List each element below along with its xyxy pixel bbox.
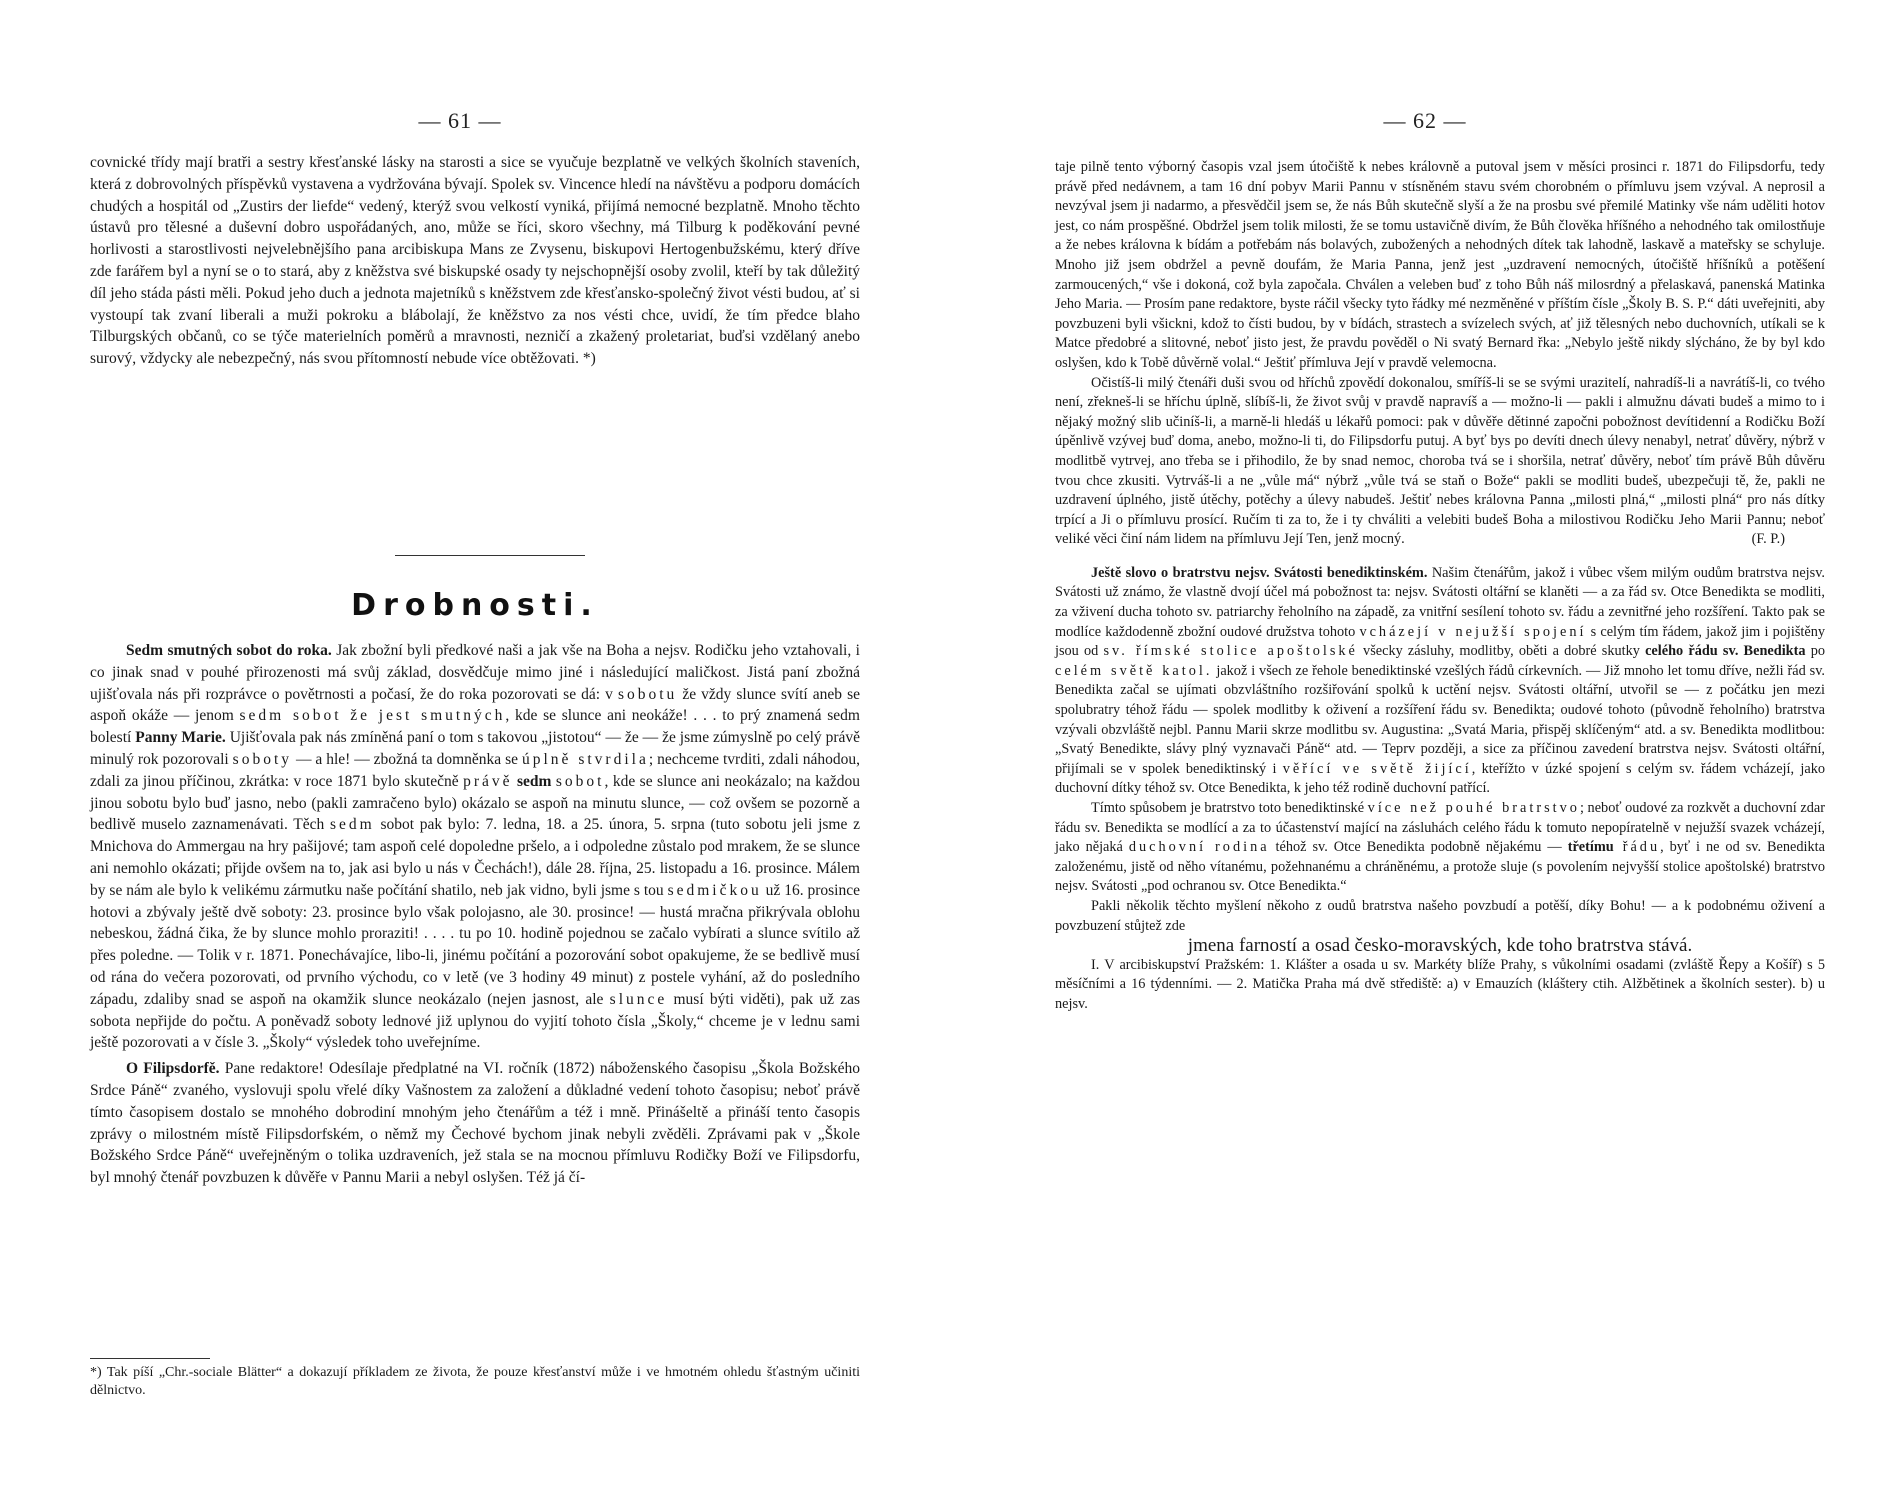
text-run: ; nechceme tvrditi, zdali náhodou, zdali za jinou příčinou, zkrátka: v roce 1871 bylo skutečně xyxy=(90,750,860,790)
spaced-text: duchovní rodina xyxy=(1128,839,1270,856)
text-run: téhož sv. Otce Benedikta podobně nějakému — xyxy=(1269,839,1568,856)
paragraph-filipsdorf xyxy=(90,1058,860,1189)
bold-text: třetímu xyxy=(1567,839,1614,856)
signature: (F. P.) xyxy=(1751,531,1785,548)
right-page xyxy=(1025,0,1825,1500)
paragraph: covnické třídy mají bratři a sestry křesťanské lásky na starosti a sice se vyučuje bezplatně ve velkých školních staveních, která z dobrovolných příspěvků vystavena a vydržována bývají. Spolek sv. Vincence hledí na návštěvu a podporu domácích chudých a hospitál od „Zustirs der liefde“ vedený, kterýž svou velkostí vyniká, přijímá nemocné bezplatně. Mnoho těchto ústavů pro tělesné a duševní dobro uspořádaných, ano, může se říci, skoro všechny, má Tilburg k poděkování pevné horlivosti a starostlivosti nejvelebnějšího pana arcibiskupa Mans ze Zvysenu, biskupovi Hertogenbužskému, který dříve zde farářem byl a nyní se o to stará, aby z kněžstva své biskupské osady ty nejschopnější osoby zvolil, kteří by tak důležitý díl jeho stáda pásti měli. Pokud jeho duch a jednota majetníků s kněžstvem zde křesťansko-společný život vésti budou, ať si vystoupí tak zvaní liberali a muži pokroku a blábolají, že kněžstvo za nos vésti chce, uvidí, že tím předce blaho Tilburgských občanů, co se týče materielních poměrů a mravnosti, nezničí a zkažený proletariat, buďsi vzdělaný anebo surový, vždycky ale nebezpečný, nás svou přítomností nebude více obtěžovati. *) xyxy=(90,154,860,368)
text-run: všecky zásluhy, modlitby, oběti a dobré skutky xyxy=(1357,643,1646,660)
text-run: jakož i všech ze řehole benediktinské vzešlých řádů církevních. — Již mnoho let tomu dříve, nežli řád sv. Benedikta začal se ujímati obzvláštního rozšiřování spolků k uctění nejsv. Svátosti oltářní, utvořil se — z počátku jen mezi spolubratry téhož řádu — spolek modlitby k oživení a rozšíření řádu sv. Benedikta; oudové tohoto (původně řeholního) bratrstva vzývali obzvláště nejbl. Pannu Marii skrze modlitbu sv. Augustina: „Svatá Maria, přispěj sklíčeným“ atd. a sv. Benedikta modlitbou: „Svatý Benedikte, slávy plný vyznavači Páně“ atd. — Teprv později, a sice za příčinou zavedení bratrstva nejsv. Svátosti oltářní, přijímali se v spolek benediktinský i xyxy=(1055,662,1825,777)
text-run: ; neboť oudové za rozkvět a duchovní zdar řádu sv. Benedikta se modlící a za to účastenství mající na zásluhách celého řádu k tomuto nepopíratelně v nejužší svazek vcházejí, jako nějaká xyxy=(1055,800,1825,856)
text-run: že vždy slunce svítí aneb se aspoň okáže — jenom xyxy=(90,685,860,725)
spaced-text: řádu xyxy=(1613,839,1661,856)
footnote: *) Tak píší „Chr.-sociale Blätter“ a dokazují příkladem ze života, že pouze křesťanství může i ve hmotném ohledu šťastným učiniti dělnictvo. xyxy=(90,1365,860,1398)
paragraph-heading: Sedm smutných sobot do roka. xyxy=(126,642,332,659)
spaced-text: úplně stvrdila xyxy=(521,750,649,768)
list-heading: jmena farností a osad česko-moravských, kde toho bratrstva stává. xyxy=(1187,935,1693,957)
spaced-text: více než pouhé bratrstvo xyxy=(1367,800,1580,816)
spaced-text: soboty xyxy=(232,750,293,768)
separator-rule xyxy=(395,555,585,556)
text-run: Našim čtenářům, jakož i vůbec všem milým oudům bratrstva nejsv. Svátosti už známo, že vlastně dvojí účel má pobožnost ta: nejsv. Svátosti oltářní se klaněti — a za řád sv. Otce Benedikta se modliti, za vživení ducha tohoto sv. patriarchy řeholního na západě, za vnitřní sesílení tohoto sv. řádu a zevnitřné jeho rozšíření. Takto pak se modlíce každodenně zbožní oudové družstva tohoto xyxy=(1055,564,1825,640)
text-run: musí býti viděti), pak už zas sobota nepřijde do počtu. A poněvadž soboty lednové již uplynou do vyjití tohoto čísla „Školy,“ chceme je v lednu sami ještě pozorovati a v čísle 3. „Školy“ výsledek toho uveřejníme. xyxy=(90,990,860,1052)
spaced-text: sobot xyxy=(555,772,605,790)
paragraph-heading: O Filipsdorfě. xyxy=(126,1060,220,1078)
spaced-text: sedm sobot že jest smutných xyxy=(239,707,506,725)
bold-text: sedm xyxy=(512,772,556,790)
list-item: I. V arcibiskupství Pražském: 1. Klášter a osada u sv. Markéty blíže Prahy, s vůkolními osadami (zvláště Řepy a Košíř) s 5 měsíčními a 16 týdenními. — 2. Matička Praha má dvě střediště: a) v Emauzích (kláštery ctih. Alžbětinek a školních sester). b) u nejsv. xyxy=(1055,956,1825,1012)
page-number: — 61 — xyxy=(418,108,502,133)
text-run: — a hle! — zbožná ta domněnka se xyxy=(292,750,522,768)
text-run: , kteřížto v úzké spojení s celým sv. řádem vcházejí, jako duchovní dítky téhož sv. Otce Benedikta, k jeho též rodině duchovní patřící. xyxy=(1055,760,1826,797)
bold-text: Panny Marie. xyxy=(135,729,226,747)
paragraph-timto xyxy=(1055,799,1825,897)
spaced-text: vcházejí v nejužší spojení xyxy=(1359,623,1587,640)
page-number: — 62 — xyxy=(1383,108,1467,133)
paragraph-pakli: Pakli několik těchto myšlení někoho z oudů bratrstva našeho povzbudí a potěší, díky Bohu! — a k podobnému oživení a povzbuzení stůjtež zde xyxy=(1055,897,1825,934)
spaced-text: právě xyxy=(463,772,513,790)
spaced-text: sv. římské stolice apoštolské xyxy=(1103,643,1358,660)
text-run: Jak zbožní byli předkové naši a jak vše na Boha a nejsv. Rodičku jeho vztahovali, i co jinak snad v pouhé přirozenosti má svůj základ, dosvědčuje mimo jiné i následující maličkost. Jistá paní zbožná ujišťovala nás při rozprávce o povětrnosti a počasí, že do roka pozorovati se dá: v xyxy=(90,642,860,703)
text-run: Očistíš-li milý čtenáři duši svou od hříchů zpovědí dokonalou, smíříš-li se se svými urazitelí, nahradíš-li a navrátíš-li, co tvého není, zřekneš-li se hříchu úplně, slíbíš-li, že život svůj v pravdě napravíš a — možno-li — pakli i almužnu dávati budeš a mimo to i nějaký možný slib učiníš-li, a marně-li hledáš u lékařů pomoci: pak v důvěře dětinné započni pobožnost devítidenní a Rodičku Boží úpěnlivě vzývej buď doma, anebo, možno-li ti, do Filipsdorfu putuj. A byť bys po devíti dnech úlevy nenabyl, netrať důvěry, nýbrž v modlitbě vytrvej, ano třeba se i přihodilo, že by snad nemoc, choroba tvá se i shoršila, netrať důvěry, neboť tím právě Bůh důvěru tvou chce zkusiti. Vytrváš-li a ne „vůle má“ nýbrž „vůle tvá se staň o Bože“ pakli se modliti budeš, ubezpečuji tě, že, pakli ne uzdravení úplného, jistě útěchy, potěchy a úlevy nabudeš. Ještiť nebes královna Panna „milosti plná,“ „milosti plná“ pro nás dítky trpící a Ji o přímluvu prosící. Ručím ti za to, že i ty chváliti a velebiti budeš Boha a milostivou Rodičku Jeho Marii Pannu; neboť veliké věci činí nám lidem na přímluvu Její Ten, jenž mocný. xyxy=(1055,374,1825,548)
right-body xyxy=(1055,158,1825,1015)
spaced-text: sedm xyxy=(330,816,375,834)
text-run: Ujišťovala pak nás zmíněná paní o tom s takovou „jistotou“ — že — že jsme zúmyslně po celý právě minulý rok pozorovali xyxy=(90,729,860,768)
text-run: po xyxy=(1805,643,1825,660)
paragraph-heading: Ještě slovo o bratrstvu nejsv. Svátosti benediktinském. xyxy=(1091,564,1428,581)
left-page xyxy=(60,0,860,1500)
spaced-text: sedmičkou xyxy=(667,881,762,899)
drobnosti-body xyxy=(90,640,860,1189)
text-run: Tímto spůsobem je bratrstvo toto benediktinské xyxy=(1091,800,1368,816)
paragraph-ocistis xyxy=(1055,374,1825,550)
spaced-text: sobotu xyxy=(617,685,678,703)
paragraph-sedm-sobot xyxy=(90,640,860,1054)
text-run: s celým tím řádem, jakož jim i pojištěny jsou od xyxy=(1055,623,1825,660)
paragraph-bratrstvo xyxy=(1055,564,1825,799)
paragraph-continuation: taje pilně tento výborný časopis vzal jsem útočiště k nebes královně a putoval jsem v měsíci prosinci r. 1871 do Filipsdorfu, tedy právě před nedávnem, a tam 16 dní pobyv Marii Pannu v stísněném stavu svém chorobném o přímluvu jsem vzýval. A neprosil a nevzýval jsem ji nadarmo, a přesvědčil jsem se, že nás Bůh skutečně slyší a že na prosbu své přemilé Matinky vše nám uděliti hotov jest, co nám prospěšné. Obdržel jsem tolik milosti, že se tomu ustavičně divím, že Bůh člověka hříšného a nehodného tak omilostňuje a že nebes královna k bídám a potřebám nás bolavých, zubožených a nehodných dítek tak lahodně, laskavě a mateřsky se schyluje. Mnoho již jsem obdržel a pevně doufám, že Maria Panna, jenž jest „uzdravení nemocných, útočiště hříšníků a potěšení zarmoucených,“ vše i dokoná, což byla započala. Chválen a veleben buď z toho Bůh náš milosrdný a přelaskavá, panenská Matinka Jeho Maria. — Prosím pane redaktore, byste ráčil všecky tyto řádky mé nezměněné v příštím čísle „Školy B. S. P.“ dáti uveřejniti, aby povzbuzeni byli všickni, kdož to čísti budou, by v bídách, strastech a svízelech svých, ať již tělesných nebo duchovních, utíkali se k Matce předobré a slitovné, neboť jisto jest, že pravdu pověděl o Ni svatý Bernard řka: „Nebylo ještě nikdy slýcháno, že by byl kdo oslyšen, kdo k Tobě důvěrně volal.“ Ještiť přímluva Její v pravdě velemocna. xyxy=(1055,159,1825,371)
text-run: , kde se slunce ani neokázalo; na každou jinou sobotu bylo buď jasno, nebo (pakli zamračeno bylo) okázalo se aspoň na minutu slunce, — což ovšem se pozorně a bedlivě muselo zaznamenávati. Těch xyxy=(90,772,860,834)
text-run: Pane redaktore! Odesílaje předplatné na VI. ročník (1872) náboženského časopisu „Škola Božského Srdce Páně“ zvaného, vyslovuji spolu vřelé díky Vašnostem za založení a důkladné vedení tohoto časopisu; neboť právě tímto časopisem dostalo se mnohého dobrodiní mnohým jeho čtenářům a též i mně. Přinášeltě a přináší tento časopis zprávy o milostném místě Filipsdorfském, o němž my Čechové bychom jinak nebyli zvěděli. Zprávami pak v „Škole Božského Srdce Páně“ uveřejněným o tolika uzdraveních, jež stala se na mocnou přímluvu Rodičky Boží ve Filipsdorfu, byl mnohý čtenář povzbuzen k důvěře v Pannu Marii a nebyl oslyšen. Též já čí- xyxy=(90,1060,860,1187)
intro-paragraph xyxy=(90,152,860,370)
footnote-rule xyxy=(90,1358,210,1359)
spaced-text: slunce xyxy=(609,990,668,1008)
text-run: , byť i ne od sv. Benedikta založenému, jistě od něho vítanému, požehnanému a chráněnému, a protože sluje (s povolením nejvyšší stolice apoštolské) bratrstvo nejsv. Svátosti „pod ochranou sv. Otce Benedikta.“ xyxy=(1055,839,1825,895)
spaced-text: celém světě katol. xyxy=(1055,662,1213,679)
bold-text: celého řádu sv. Benedikta xyxy=(1645,643,1806,660)
text-run: už 16. prosince hotovi a zbývaly ještě dvě soboty: 23. prosince bylo však polojasno, ale 30. prosince! — hustá mračna přikrývala oblohu nebeskou, žádná čika, že by slunce mohlo proraziti! . . . . tu po 10. hodině pojednou se začalo vybírati a slunce svítilo až přes poledne. — Tolik v r. 1871. Ponechávajíce, libo-li, jinému počítání a pozorování sobot opakujeme, že se bedlivě musí od rána do večera pozorovati, od prvního východu, co v letě (ve 3 hodiny 49 minut) z postele vyhání, až do posledního západu, zdaliby snad se aspoň na okamžik slunce neokázalo (nejen jasnost, ale xyxy=(90,881,860,1008)
section-title: Drobnosti. xyxy=(351,588,599,623)
text-run: , kde se slunce ani neokáže! . . . to prý znamená sedm bolestí xyxy=(90,707,860,747)
spaced-text: věřící ve světě žijící xyxy=(1282,760,1472,777)
text-run: sobot pak bylo: 7. ledna, 18. a 25. února, 5. srpna (tuto sobotu jeli jsme z Mnichova do Ammergau na hry pašijové; tam aspoň celé dopoledne pršelo, a i odpoledne zůstalo pod mrakem, že se slunce ani nemohlo okázati; přijde ovšem na to, jak asi bylo u nás v Čechách!), dále 28. října, 25. listopadu a 16. prosince. Málem by se nám ale bylo k velikému zármutku naše počítání shatilo, neb jak vidno, byli jsme s tou xyxy=(90,816,860,899)
